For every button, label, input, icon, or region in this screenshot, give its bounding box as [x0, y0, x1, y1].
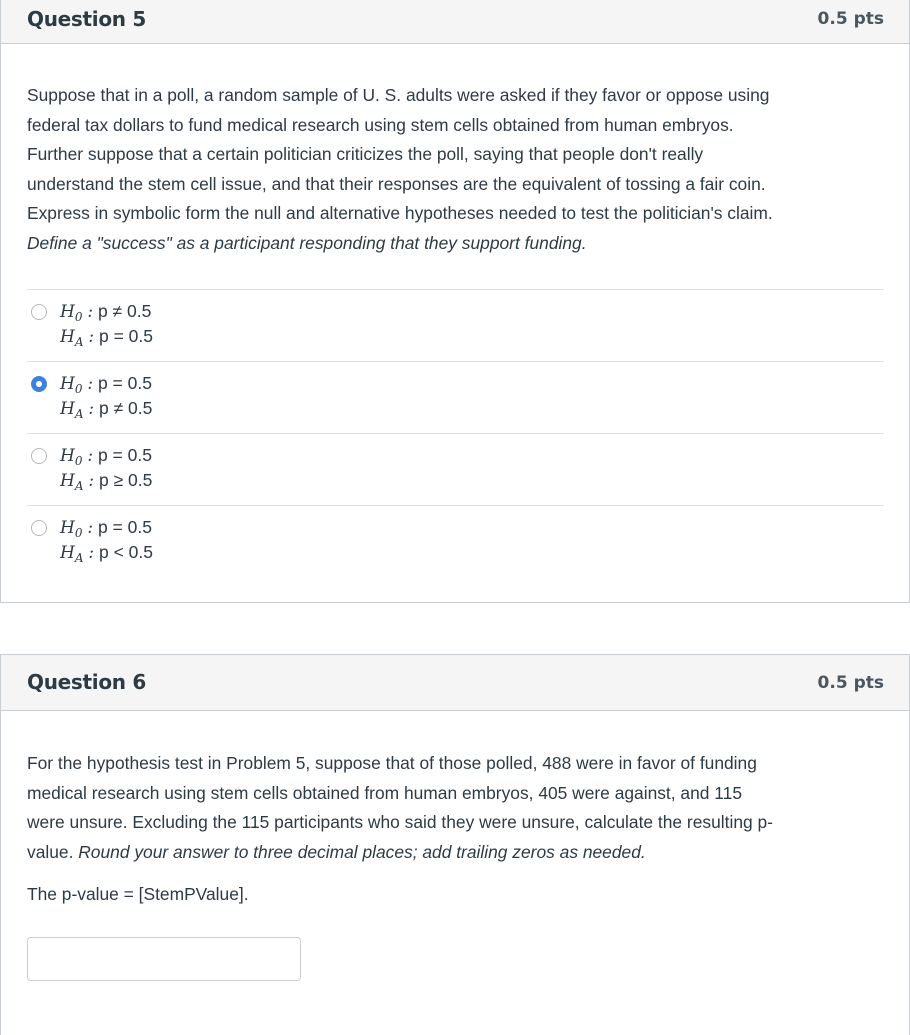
pvalue-answer-input[interactable] [27, 937, 301, 981]
answer-option-2[interactable] [27, 361, 884, 433]
hypothesis-expr: p = 0.5 [97, 444, 152, 465]
null-hypothesis: $H_0$ : p = 0.5 [60, 372, 152, 396]
text-line: understand the stem cell issue, and that their responses are the equivalent of tossing a fair coin. [27, 173, 766, 194]
text-line: Suppose that in a poll, a random sample of U. S. adults were asked if they favor or oppose using [27, 85, 770, 105]
question-body [1, 749, 909, 981]
hypothesis-expr: p = 0.5 [98, 325, 153, 346]
question-header [1, 655, 909, 711]
answer-option-1[interactable] [27, 289, 884, 361]
hypothesis-expr: p = 0.5 [97, 516, 152, 537]
text-line: value. Round your answer to three decimal places; add trailing zeros as needed. [27, 841, 646, 862]
alt-hypothesis: $H_A$ : p < 0.5 [60, 541, 153, 565]
question-points: 0.5 pts [817, 9, 884, 29]
question-title: Question 5 [27, 7, 146, 31]
question-text [27, 749, 884, 910]
pvalue-line: The p-value = [StemPValue]. [27, 884, 249, 905]
question-header [1, 0, 909, 44]
alt-hypothesis: $H_A$ : p = 0.5 [60, 325, 153, 349]
null-hypothesis: $H_0$ : p = 0.5 [60, 516, 152, 540]
question-6 [0, 654, 910, 1035]
answer-list [27, 289, 884, 577]
instruction-italic: Round your answer to three decimal places; add trailing zeros as needed. [78, 841, 646, 862]
radio-button[interactable] [31, 448, 47, 464]
radio-button-selected[interactable] [31, 376, 47, 392]
hypothesis-expr: p ≠ 0.5 [98, 397, 153, 418]
text-line: Further suppose that a certain politician criticizes the poll, saying that people don't really [27, 144, 704, 165]
hypothesis-expr: p = 0.5 [97, 372, 152, 393]
radio-button[interactable] [31, 520, 47, 536]
hypothesis-expr: p < 0.5 [98, 541, 153, 562]
null-hypothesis: $H_0$ : p ≠ 0.5 [60, 300, 152, 324]
text-line-italic: Define a "success" as a participant responding that they support funding. [27, 232, 587, 253]
alt-hypothesis: $H_A$ : p ≥ 0.5 [60, 469, 153, 493]
text-line: medical research using stem cells obtained from human embryos, 405 were against, and 115 [27, 782, 743, 803]
text-line: were unsure. Excluding the 115 participants who said they were unsure, calculate the resulting p- [27, 812, 773, 833]
text-line: For the hypothesis test in Problem 5, suppose that of those polled, 488 were in favor of funding [27, 753, 757, 773]
hypothesis-expr: p ≥ 0.5 [98, 469, 153, 490]
null-hypothesis: $H_0$ : p = 0.5 [60, 444, 152, 468]
question-text [27, 81, 884, 259]
alt-hypothesis: $H_A$ : p ≠ 0.5 [60, 397, 153, 421]
text-line: federal tax dollars to fund medical research using stem cells obtained from human embryos. [27, 114, 734, 135]
question-body [1, 81, 909, 577]
question-title: Question 6 [27, 670, 146, 694]
text-line: Express in symbolic form the null and alternative hypotheses needed to test the politician's claim. [27, 203, 773, 224]
question-points: 0.5 pts [817, 673, 884, 693]
radio-button[interactable] [31, 304, 47, 320]
hypothesis-expr: p ≠ 0.5 [97, 300, 152, 321]
answer-option-3[interactable] [27, 433, 884, 505]
answer-option-4[interactable] [27, 505, 884, 577]
